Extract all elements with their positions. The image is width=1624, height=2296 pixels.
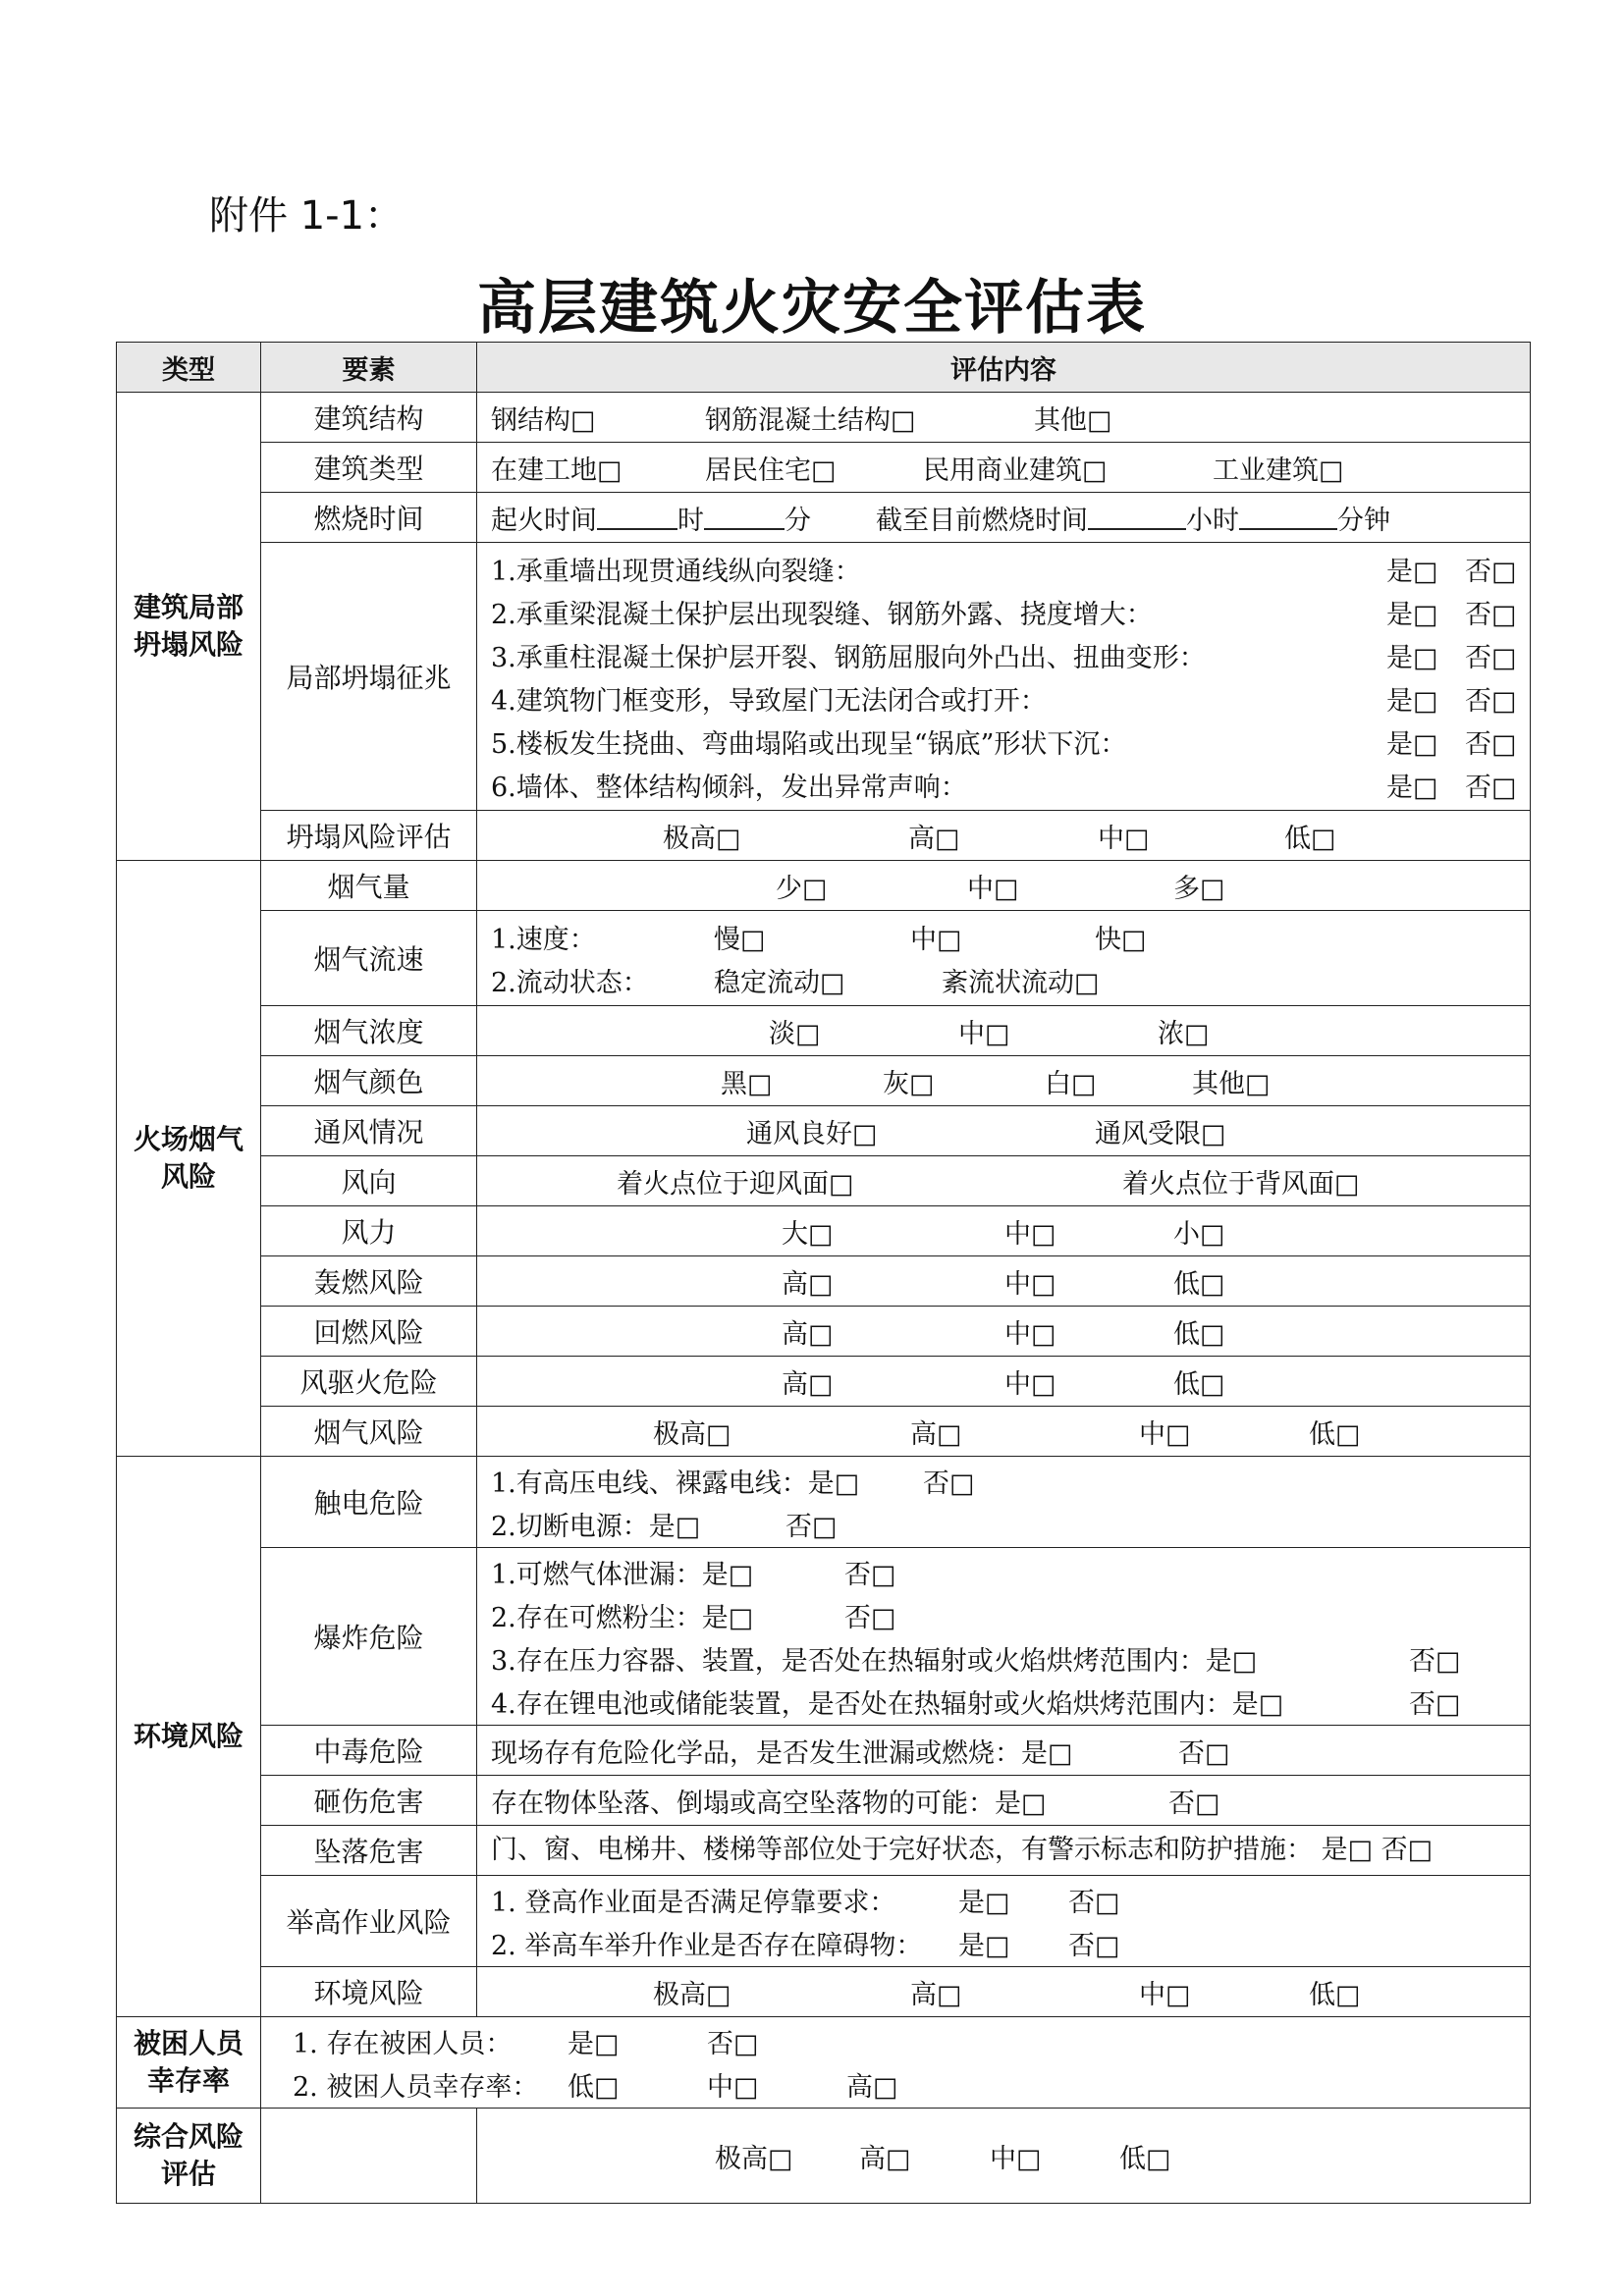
risk-medium[interactable]: 中□ <box>1139 1418 1191 1450</box>
row-ventilation <box>117 1106 1531 1156</box>
ignition-time-label: 起火时间 <box>491 505 597 536</box>
ignition-hour-blank[interactable] <box>597 505 677 530</box>
sign-no[interactable]: 否□ <box>1465 599 1517 630</box>
elapsed-label: 截至目前燃烧时间 <box>876 505 1088 536</box>
risk-low[interactable]: 低□ <box>1309 1418 1361 1450</box>
sign-item: 4.建筑物门框变形，导致屋门无法闭合或打开： <box>491 685 1047 717</box>
explosion-no[interactable]: 否□ <box>844 1559 896 1590</box>
risk-very-high[interactable]: 极高□ <box>653 1418 731 1450</box>
row-fall <box>117 1826 1531 1876</box>
electric-line1[interactable]: 1.有高压电线、裸露电线：是□ <box>491 1468 860 1499</box>
element-env-risk: 环境风险 <box>261 1967 477 2017</box>
option-commercial[interactable]: 民用商业建筑□ <box>923 454 1108 486</box>
flow-state-label: 2.流动状态： <box>491 967 649 998</box>
option-mid-speed[interactable]: 中□ <box>910 924 962 955</box>
option-weak-wind[interactable]: 小□ <box>1173 1218 1225 1250</box>
explosion-item[interactable]: 3.存在压力容器、装置，是否处在热辐射或火焰烘烤范围内：是□ <box>491 1645 1258 1677</box>
option-mid[interactable]: 中□ <box>1004 1368 1056 1400</box>
option-mid-wind[interactable]: 中□ <box>1004 1218 1056 1250</box>
aerial-line1-yes[interactable]: 是□ <box>958 1887 1010 1918</box>
option-fast[interactable]: 快□ <box>1095 924 1147 955</box>
option-light[interactable]: 淡□ <box>769 1018 821 1049</box>
electric-line2[interactable]: 2.切断电源：是□ <box>491 1511 701 1542</box>
row-smoke-risk <box>117 1407 1531 1457</box>
survival-mid[interactable]: 中□ <box>707 2071 759 2103</box>
elapsed-minutes-blank[interactable] <box>1239 505 1337 530</box>
row-wind-force <box>117 1206 1531 1256</box>
sign-item: 6.墙体、整体结构倾斜，发出异常声响： <box>491 772 967 803</box>
overall-low[interactable]: 低□ <box>1119 2143 1171 2174</box>
sign-yes[interactable]: 是□ <box>1386 556 1438 587</box>
option-low[interactable]: 低□ <box>1173 1318 1225 1350</box>
sign-yes[interactable]: 是□ <box>1386 642 1438 673</box>
row-smoke-flow <box>117 911 1531 1006</box>
element-explosion: 爆炸危险 <box>261 1548 477 1726</box>
element-wind-direction: 风向 <box>261 1156 477 1206</box>
element-wind-driven: 风驱火危险 <box>261 1357 477 1407</box>
struck-text[interactable]: 存在物体坠落、倒塌或高空坠落物的可能：是□ <box>491 1788 1047 1819</box>
section-trapped: 被困人员幸存率 <box>117 2017 261 2109</box>
row-building-type <box>117 443 1531 493</box>
option-limited-ventilation[interactable]: 通风受限□ <box>1095 1118 1226 1149</box>
row-electric <box>117 1457 1531 1548</box>
assessment-table <box>116 342 1531 2204</box>
option-good-ventilation[interactable]: 通风良好□ <box>746 1118 878 1149</box>
trapped-line1-label: 1. 存在被困人员： <box>293 2028 513 2059</box>
row-overall <box>117 2109 1531 2204</box>
element-flashover: 轰燃风险 <box>261 1256 477 1307</box>
sign-no[interactable]: 否□ <box>1465 556 1517 587</box>
electric-line2-no[interactable]: 否□ <box>785 1511 838 1542</box>
risk-high[interactable]: 高□ <box>908 823 960 854</box>
row-smoke-amount <box>117 861 1531 911</box>
row-trapped <box>117 2017 1531 2109</box>
row-burn-time <box>117 493 1531 543</box>
hours-unit: 小时 <box>1186 505 1239 536</box>
header-element: 要素 <box>261 343 477 393</box>
explosion-no[interactable]: 否□ <box>1409 1688 1461 1720</box>
header-content: 评估内容 <box>477 343 1531 393</box>
overall-very-high[interactable]: 极高□ <box>715 2143 793 2174</box>
aerial-line2-yes[interactable]: 是□ <box>958 1930 1010 1961</box>
option-residential[interactable]: 居民住宅□ <box>705 454 837 486</box>
survival-high[interactable]: 高□ <box>846 2071 898 2103</box>
survival-low[interactable]: 低□ <box>568 2071 620 2103</box>
sign-no[interactable]: 否□ <box>1465 772 1517 803</box>
section-collapse: 建筑局部坍塌风险 <box>117 393 261 861</box>
option-black[interactable]: 黑□ <box>721 1068 773 1099</box>
annex-label: 附件 1-1： <box>209 193 405 239</box>
option-concrete[interactable]: 钢筋混凝土结构□ <box>705 404 916 436</box>
option-other-color[interactable]: 其他□ <box>1192 1068 1271 1099</box>
section-smoke: 火场烟气风险 <box>117 861 261 1457</box>
element-ventilation: 通风情况 <box>261 1106 477 1156</box>
option-white[interactable]: 白□ <box>1045 1068 1097 1099</box>
header-row <box>117 343 1531 393</box>
row-struck <box>117 1776 1531 1826</box>
option-other-structure[interactable]: 其他□ <box>1034 404 1112 436</box>
row-collapse-signs <box>117 543 1531 811</box>
trapped-line2-label: 2. 被困人员幸存率： <box>293 2071 539 2103</box>
explosion-item[interactable]: 4.存在锂电池或储能装置，是否处在热辐射或火焰烘烤范围内：是□ <box>491 1688 1284 1720</box>
option-stable-flow[interactable]: 稳定流动□ <box>714 967 845 998</box>
row-smoke-color <box>117 1056 1531 1106</box>
explosion-item[interactable]: 1.可燃气体泄漏：是□ <box>491 1559 754 1590</box>
minute-unit: 分 <box>785 505 811 536</box>
ignition-minute-blank[interactable] <box>704 505 785 530</box>
form-title: 高层建筑火灾安全评估表 <box>477 274 1147 343</box>
section-env: 环境风险 <box>117 1457 261 2017</box>
sign-yes[interactable]: 是□ <box>1386 728 1438 760</box>
sign-yes[interactable]: 是□ <box>1386 772 1438 803</box>
poison-no[interactable]: 否□ <box>1178 1737 1230 1769</box>
element-struck: 砸伤危害 <box>261 1776 477 1826</box>
option-slow[interactable]: 慢□ <box>714 924 766 955</box>
overall-medium[interactable]: 中□ <box>990 2143 1042 2174</box>
overall-high[interactable]: 高□ <box>859 2143 911 2174</box>
sign-no[interactable]: 否□ <box>1465 642 1517 673</box>
sign-item: 1.承重墙出现贯通线纵向裂缝： <box>491 556 861 587</box>
element-wind-force: 风力 <box>261 1206 477 1256</box>
explosion-no[interactable]: 否□ <box>844 1602 896 1633</box>
struck-no[interactable]: 否□ <box>1168 1788 1220 1819</box>
element-building-type: 建筑类型 <box>261 443 477 493</box>
option-low[interactable]: 低□ <box>1173 1368 1225 1400</box>
trapped-no[interactable]: 否□ <box>707 2028 759 2059</box>
sign-yes[interactable]: 是□ <box>1386 599 1438 630</box>
option-low[interactable]: 低□ <box>1173 1268 1225 1300</box>
row-wind-driven <box>117 1357 1531 1407</box>
element-aerial: 举高作业风险 <box>261 1876 477 1967</box>
sign-item: 3.承重柱混凝土保护层开裂、钢筋屈服向外凸出、扭曲变形： <box>491 642 1206 673</box>
aerial-line2-no[interactable]: 否□ <box>1068 1930 1120 1961</box>
header-type: 类型 <box>117 343 261 393</box>
option-windward[interactable]: 着火点位于迎风面□ <box>617 1168 854 1200</box>
option-mid[interactable]: 中□ <box>1004 1318 1056 1350</box>
row-smoke-density <box>117 1006 1531 1056</box>
poison-text[interactable]: 现场存有危险化学品，是否发生泄漏或燃烧：是□ <box>491 1737 1073 1769</box>
trapped-yes[interactable]: 是□ <box>568 2028 620 2059</box>
row-structure <box>117 393 1531 443</box>
option-industrial[interactable]: 工业建筑□ <box>1213 454 1344 486</box>
sign-item: 2.承重梁混凝土保护层出现裂缝、钢筋外露、挠度增大： <box>491 599 1153 630</box>
minutes-unit: 分钟 <box>1337 505 1390 536</box>
option-strong-wind[interactable]: 大□ <box>782 1218 834 1250</box>
element-smoke-flow: 烟气流速 <box>261 911 477 1006</box>
option-high[interactable]: 高□ <box>782 1268 834 1300</box>
element-smoke-amount: 烟气量 <box>261 861 477 911</box>
risk-low[interactable]: 低□ <box>1284 823 1336 854</box>
risk-very-high[interactable]: 极高□ <box>663 823 741 854</box>
section-overall: 综合风险评估 <box>117 2109 261 2204</box>
risk-high[interactable]: 高□ <box>910 1979 962 2010</box>
sign-yes[interactable]: 是□ <box>1386 685 1438 717</box>
option-leeward[interactable]: 着火点位于背风面□ <box>1122 1168 1360 1200</box>
option-steel[interactable]: 钢结构□ <box>491 404 596 436</box>
element-smoke-color: 烟气颜色 <box>261 1056 477 1106</box>
row-poison <box>117 1726 1531 1776</box>
aerial-line1-no[interactable]: 否□ <box>1068 1887 1120 1918</box>
option-turbulent-flow[interactable]: 紊流状流动□ <box>942 967 1100 998</box>
risk-medium[interactable]: 中□ <box>1139 1979 1191 2010</box>
speed-label: 1.速度： <box>491 924 596 955</box>
element-smoke-density: 烟气浓度 <box>261 1006 477 1056</box>
risk-high[interactable]: 高□ <box>910 1418 962 1450</box>
element-collapse-risk: 坍塌风险评估 <box>261 811 477 861</box>
option-grey[interactable]: 灰□ <box>883 1068 935 1099</box>
element-poison: 中毒危险 <box>261 1726 477 1776</box>
option-medium[interactable]: 中□ <box>967 873 1019 904</box>
option-construction-site[interactable]: 在建工地□ <box>491 454 623 486</box>
risk-very-high[interactable]: 极高□ <box>653 1979 731 2010</box>
row-flashover <box>117 1256 1531 1307</box>
aerial-line2: 2. 举高车举升作业是否存在障碍物： <box>491 1930 923 1961</box>
element-fall: 坠落危害 <box>261 1826 477 1876</box>
hour-unit: 时 <box>677 505 704 536</box>
electric-line1-no[interactable]: 否□ <box>923 1468 975 1499</box>
aerial-line1: 1. 登高作业面是否满足停靠要求： <box>491 1887 896 1918</box>
sign-item: 5.楼板发生挠曲、弯曲塌陷或出现呈“锅底”形状下沉： <box>491 728 1127 760</box>
fall-text[interactable]: 门、窗、电梯井、楼梯等部位处于完好状态，有警示标志和防护措施： 是□ 否□ <box>491 1835 1434 1865</box>
element-smoke-risk: 烟气风险 <box>261 1407 477 1457</box>
option-little[interactable]: 少□ <box>776 873 828 904</box>
option-high[interactable]: 高□ <box>782 1368 834 1400</box>
sign-no[interactable]: 否□ <box>1465 685 1517 717</box>
explosion-no[interactable]: 否□ <box>1409 1645 1461 1677</box>
explosion-item[interactable]: 2.存在可燃粉尘：是□ <box>491 1602 754 1633</box>
row-explosion <box>117 1548 1531 1726</box>
element-structure: 建筑结构 <box>261 393 477 443</box>
element-electric: 触电危险 <box>261 1457 477 1548</box>
risk-medium[interactable]: 中□ <box>1098 823 1150 854</box>
row-aerial <box>117 1876 1531 1967</box>
option-high[interactable]: 高□ <box>782 1318 834 1350</box>
elapsed-hours-blank[interactable] <box>1088 505 1186 530</box>
element-collapse-signs: 局部坍塌征兆 <box>261 543 477 811</box>
risk-low[interactable]: 低□ <box>1309 1979 1361 2010</box>
option-mid[interactable]: 中□ <box>1004 1268 1056 1300</box>
option-much[interactable]: 多□ <box>1173 873 1225 904</box>
row-env-risk <box>117 1967 1531 2017</box>
option-dense[interactable]: 浓□ <box>1158 1018 1210 1049</box>
row-backdraft <box>117 1307 1531 1357</box>
element-burn-time: 燃烧时间 <box>261 493 477 543</box>
element-backdraft: 回燃风险 <box>261 1307 477 1357</box>
row-collapse-risk <box>117 811 1531 861</box>
row-wind-direction <box>117 1156 1531 1206</box>
sign-no[interactable]: 否□ <box>1465 728 1517 760</box>
option-mid-density[interactable]: 中□ <box>958 1018 1010 1049</box>
